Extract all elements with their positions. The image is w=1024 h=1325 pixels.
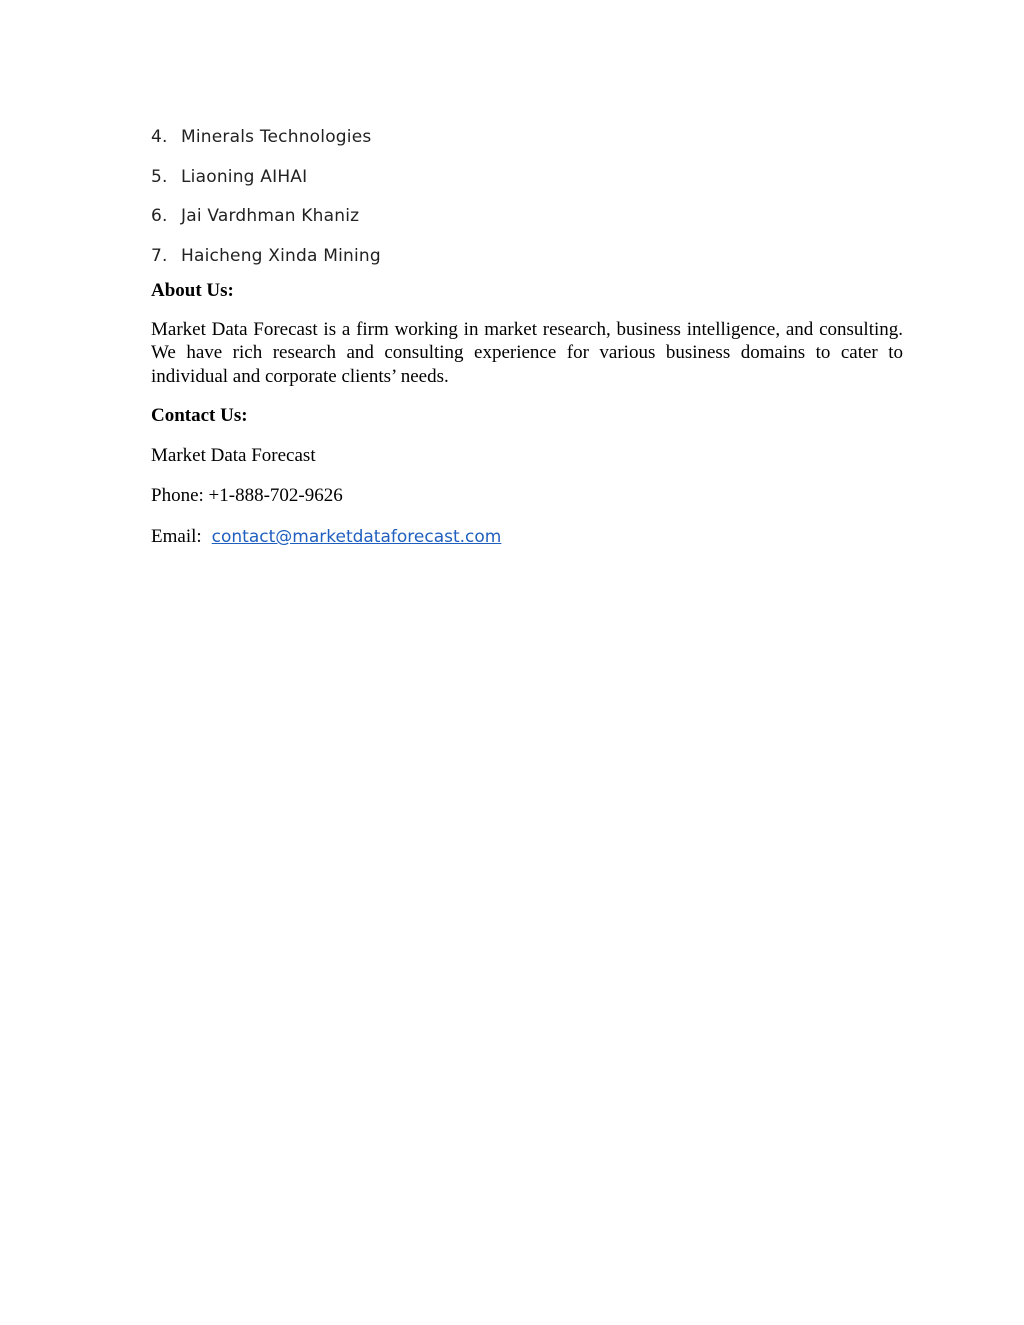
list-item-number: 6.: [151, 206, 168, 226]
list-item-label: Minerals Technologies: [181, 127, 372, 147]
email-link[interactable]: contact@marketdataforecast.com: [211, 527, 502, 547]
list-item-number: 7.: [151, 245, 168, 266]
list-item: [151, 124, 381, 164]
list-item-number: 4.: [151, 127, 168, 147]
about-heading: About Us:: [151, 280, 234, 301]
list-item: [151, 164, 381, 204]
company-list: [151, 124, 381, 282]
contact-company: Market Data Forecast: [151, 445, 316, 466]
list-item-label: Liaoning AIHAI: [181, 166, 308, 187]
list-item-number: 5.: [151, 166, 168, 187]
email-label: Email:: [151, 526, 202, 547]
list-item-label: Jai Vardhman Khaniz: [181, 206, 360, 226]
list-item-label: Haicheng Xinda Mining: [181, 245, 381, 266]
about-paragraph: Market Data Forecast is a firm working in market research, business intelligence, and consulting. We have rich research and consulting experience for various business domains to cater to individual and corporate clients’ needs.: [151, 319, 903, 387]
contact-heading: Contact Us:: [151, 405, 248, 426]
list-item: [151, 203, 381, 243]
contact-phone: Phone: +1-888-702-9626: [151, 485, 343, 506]
contact-email-line: [151, 524, 501, 550]
list-item: [151, 243, 381, 283]
